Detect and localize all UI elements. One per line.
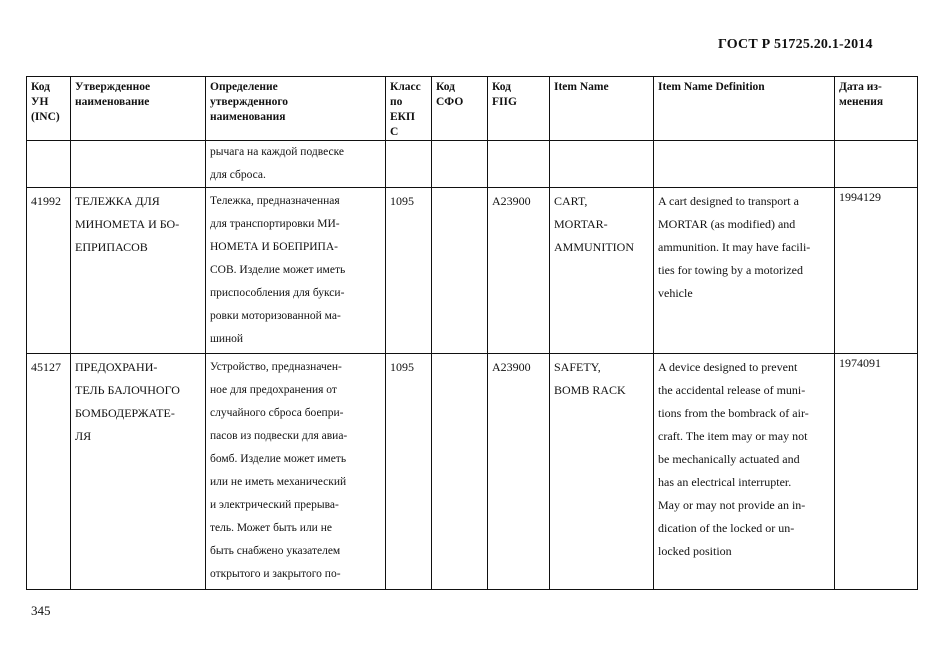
table-header-row	[27, 77, 918, 141]
standard-code: ГОСТ Р 51725.20.1-2014	[718, 37, 873, 52]
cell-item-name: SAFETY, BOMB RACK	[550, 354, 654, 590]
cell-approved-name: ПРЕДОХРАНИ- ТЕЛЬ БАЛОЧНОГО БОМБОДЕРЖАТЕ- ЛЯ	[71, 354, 206, 590]
col-header-date: Дата из- менения	[835, 77, 918, 141]
table-row	[27, 188, 918, 354]
table-row	[27, 141, 918, 188]
cell-item-name: CART, MORTAR- AMMUNITION	[550, 188, 654, 354]
col-header-fiig: Код FIIG	[488, 77, 550, 141]
cell-sfo	[432, 354, 488, 590]
cell-item-definition: A cart designed to transport a MORTAR (as modified) and ammunition. It may have facili- ties for towing by a motorized vehicle	[654, 188, 835, 354]
col-header-approved-name: Утвержденное наименование	[71, 77, 206, 141]
table-row	[27, 354, 918, 590]
cell-class: 1095	[386, 188, 432, 354]
col-header-sfo: Код СФО	[432, 77, 488, 141]
cell-definition: рычага на каждой подвеске для сброса.	[206, 141, 386, 188]
cell-item-definition: A device designed to prevent the accidental release of muni- tions from the bombrack of air- craft. The item may or may not be mechanically actuated and has an electrical interrupter. May or may not provide an in- dication of the locked or un- locked position	[654, 354, 835, 590]
col-header-class: Класс по ЕКП С	[386, 77, 432, 141]
cell-fiig	[488, 141, 550, 188]
cell-date: 1974091	[835, 354, 918, 590]
cell-inc: 45127	[27, 354, 71, 590]
cell-inc: 41992	[27, 188, 71, 354]
cell-definition: Тележка, предназначенная для транспортировки МИ- НОМЕТА И БОЕПРИПА- СОВ. Изделие может иметь приспособления для букси- ровки моторизованной ма- шиной	[206, 188, 386, 354]
cell-sfo	[432, 141, 488, 188]
cell-fiig: A23900	[488, 354, 550, 590]
col-header-item-name: Item Name	[550, 77, 654, 141]
cell-date: 1994129	[835, 188, 918, 354]
cell-approved-name	[71, 141, 206, 188]
cell-item-name	[550, 141, 654, 188]
cell-item-definition	[654, 141, 835, 188]
cell-class	[386, 141, 432, 188]
cell-definition: Устройство, предназначен- ное для предохранения от случайного сброса боепри- пасов из подвески для авиа- бомб. Изделие может иметь или не иметь механический и электрический прерыва- тель. Может быть или не быть снабжено указателем открытого и закрытого по-	[206, 354, 386, 590]
col-header-inc: Код УН (INC)	[27, 77, 71, 141]
page-number: 345	[31, 603, 51, 618]
cell-approved-name: ТЕЛЕЖКА ДЛЯ МИНОМЕТА И БО- ЕПРИПАСОВ	[71, 188, 206, 354]
cell-fiig: A23900	[488, 188, 550, 354]
cell-date	[835, 141, 918, 188]
cell-inc	[27, 141, 71, 188]
catalog-table	[26, 76, 918, 590]
cell-class: 1095	[386, 354, 432, 590]
col-header-definition: Определение утвержденного наименования	[206, 77, 386, 141]
cell-sfo	[432, 188, 488, 354]
col-header-item-definition: Item Name Definition	[654, 77, 835, 141]
